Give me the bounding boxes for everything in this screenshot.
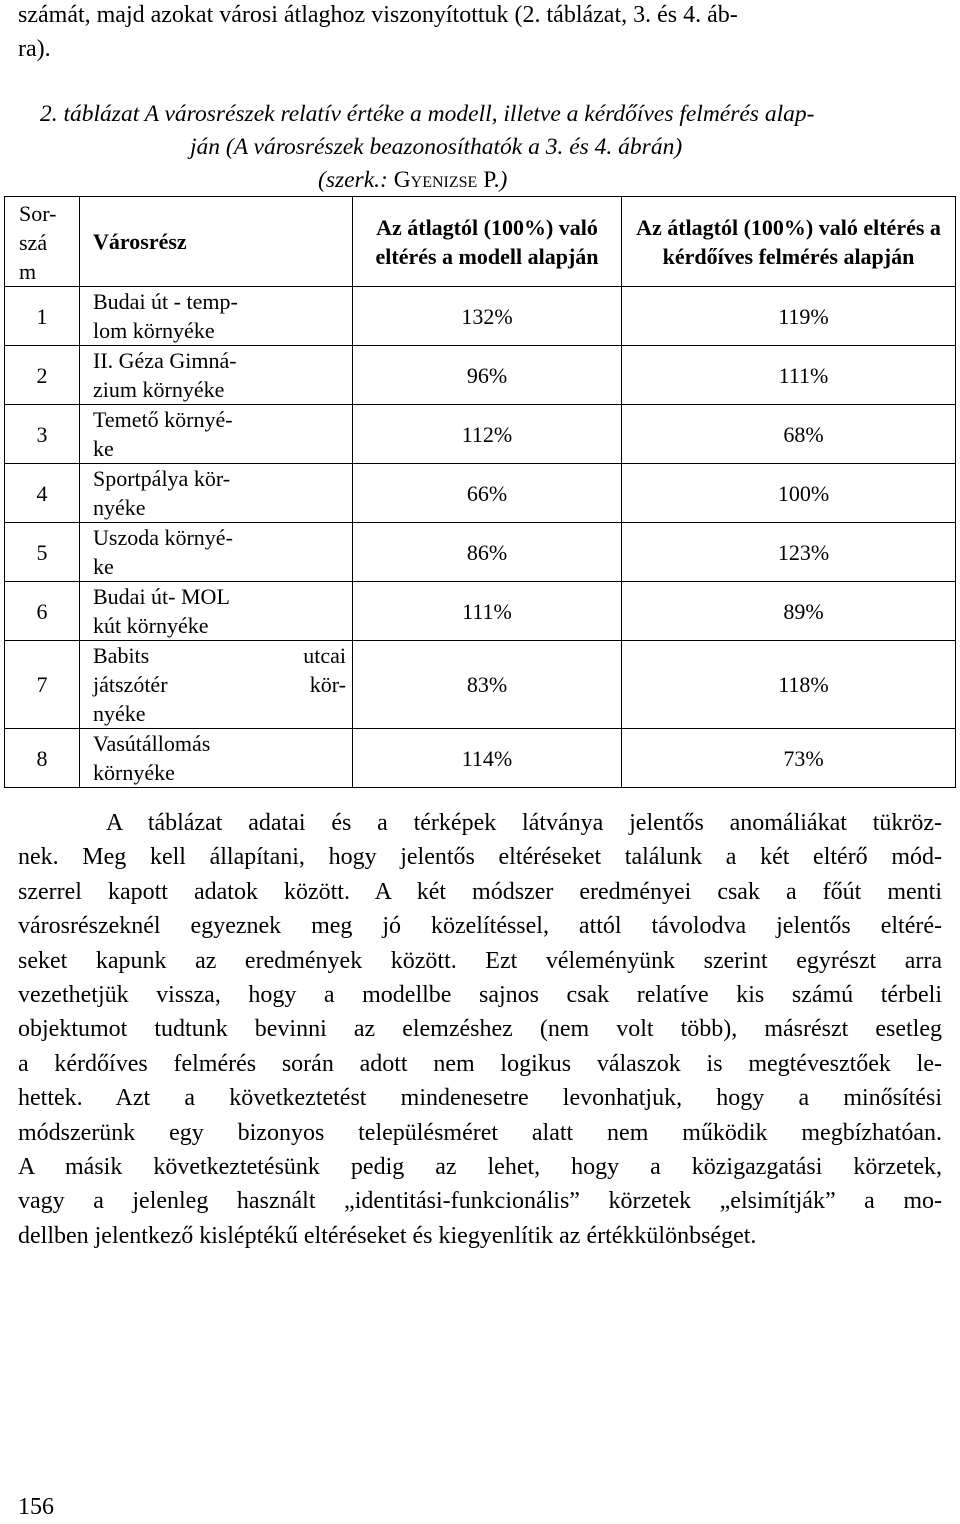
header-serial-line-1: Sor- [19, 201, 57, 226]
paragraph-line: A másik következtetésünk pedig az lehet, hogy a közigazgatási körzetek, [18, 1153, 942, 1180]
row-number: 8 [5, 729, 80, 788]
district-name [80, 346, 353, 405]
row-number: 7 [5, 641, 80, 729]
paragraph-line: A táblázat adatai és a térképek látványa jelentős anomáliákat tükröz- [106, 810, 942, 836]
district-name-line: nyéke [93, 495, 146, 520]
district-table [4, 196, 956, 785]
table-header-row [5, 197, 956, 287]
row-number: 1 [5, 287, 80, 346]
district-name-line: Sportpálya kör- [93, 466, 231, 491]
intro-text-line-1 [18, 0, 738, 32]
district-name-line: ke [93, 436, 114, 461]
district-name-line: környéke [93, 760, 175, 785]
table-row [5, 641, 956, 729]
district-name-line: kút környéke [93, 613, 209, 638]
header-serial-number [5, 197, 80, 287]
intro-text-b: ra). [18, 36, 51, 62]
table-caption-line-3 [318, 163, 507, 197]
row-number: 2 [5, 346, 80, 405]
intro-text-line-2 [18, 32, 51, 66]
district-name-line: Budai út - temp- [93, 289, 238, 314]
district-name [80, 464, 353, 523]
row-number: 3 [5, 405, 80, 464]
table-caption-line-1: 2. táblázat A városrészek relatív értéke a modell, illetve a kérdőíves felmérés alap- [40, 101, 815, 127]
survey-value: 118% [622, 641, 956, 729]
paragraph-line: dellben jelentkező kisléptékű eltéréseket és kiegyenlítik az értékkülönbséget. [18, 1222, 757, 1249]
model-value: 86% [353, 523, 622, 582]
header-model-deviation [353, 197, 622, 287]
header-district: Városrész [80, 197, 353, 287]
model-value: 114% [353, 729, 622, 788]
district-name-line: II. Géza Gimná- [93, 348, 237, 373]
model-value: 111% [353, 582, 622, 641]
intro-text-a: számát, majd azokat városi átlaghoz viszonyítottuk (2. táblázat, 3. és 4. áb- [18, 2, 738, 28]
caption-editor-prefix: (szerk.: [318, 167, 394, 193]
district-name [80, 641, 353, 729]
paragraph-line: vagy a jelenleg használt „identitási-funkcionális” körzetek „elsimítják” a mo- [18, 1188, 942, 1215]
paragraph-line: szerrel kapott adatok között. A két módszer eredményei csak a főút menti [18, 878, 942, 905]
table-caption-line-2: ján (A városrészek beazonosíthatók a 3. és 4. ábrán) [190, 134, 683, 160]
district-name-line: Uszoda környé- [93, 525, 233, 550]
district-name [80, 405, 353, 464]
paragraph-line: módszerünk egy bizonyos településméret alatt nem működik megbízhatóan. [18, 1119, 942, 1146]
survey-value: 100% [622, 464, 956, 523]
district-table-grid [4, 196, 956, 788]
survey-value: 68% [622, 405, 956, 464]
header-survey-deviation [622, 197, 956, 287]
district-name [80, 287, 353, 346]
survey-value: 89% [622, 582, 956, 641]
row-number: 6 [5, 582, 80, 641]
table-row [5, 523, 956, 582]
district-name-line: Babits utcai [93, 643, 346, 668]
district-name-line: lom környéke [93, 318, 215, 343]
model-value: 96% [353, 346, 622, 405]
caption-editor-suffix: ) [499, 167, 508, 193]
district-name-line: Temető környé- [93, 407, 233, 432]
row-number: 5 [5, 523, 80, 582]
table-row [5, 346, 956, 405]
district-name-line: nyéke [93, 701, 146, 726]
paragraph-line: hettek. Azt a következtetést mindenesetre levonhatjuk, hogy a minősítési [18, 1085, 942, 1112]
district-name-line: Budai út- MOL [93, 584, 230, 609]
paragraph-line: objektumot tudtunk bevinni az elemzéshez (nem volt több), másrészt esetleg [18, 1016, 942, 1043]
model-value: 112% [353, 405, 622, 464]
caption-editor-name: Gyenizse P. [393, 167, 500, 193]
table-row [5, 287, 956, 346]
table-row [5, 405, 956, 464]
district-name-line: Vasútállomás [93, 731, 211, 756]
model-value: 132% [353, 287, 622, 346]
page-number: 156 [18, 1494, 54, 1520]
paragraph-line: vezethetjük vissza, hogy a modellbe sajnos csak relatíve kis számú térbeli [18, 981, 942, 1008]
district-name [80, 523, 353, 582]
body-paragraph [18, 806, 942, 1253]
header-serial-line-2: szá [19, 230, 48, 255]
district-name-line: ke [93, 554, 114, 579]
header-survey-line-1: Az átlagtól (100%) való eltérés a [636, 214, 941, 240]
paragraph-line: nek. Meg kell állapítani, hogy jelentős eltéréseket találunk a két eltérő mód- [18, 844, 942, 871]
model-value: 83% [353, 641, 622, 729]
survey-value: 73% [622, 729, 956, 788]
paragraph-line: városrészeknél egyeznek meg jó közelítéssel, attól távolodva jelentős eltéré- [18, 913, 942, 940]
header-survey-line-2: kérdőíves felmérés alapján [662, 243, 915, 269]
paragraph-line: a kérdőíves felmérés során adott nem logikus válaszok is megtévesztőek le- [18, 1050, 942, 1077]
table-row [5, 464, 956, 523]
survey-value: 123% [622, 523, 956, 582]
survey-value: 111% [622, 346, 956, 405]
table-row [5, 582, 956, 641]
district-name-line: játszótér kör- [93, 672, 346, 697]
district-name [80, 729, 353, 788]
district-name [80, 582, 353, 641]
model-value: 66% [353, 464, 622, 523]
row-number: 4 [5, 464, 80, 523]
table-row [5, 729, 956, 788]
survey-value: 119% [622, 287, 956, 346]
paragraph-line: seket kapunk az eredmények között. Ezt véleményünk szerint egyrészt arra [18, 947, 942, 974]
header-serial-line-3: m [19, 259, 37, 284]
district-name-line: zium környéke [93, 377, 225, 402]
header-model-line-2: eltérés a modell alapján [375, 243, 599, 269]
header-model-line-1: Az átlagtól (100%) való [376, 214, 598, 240]
